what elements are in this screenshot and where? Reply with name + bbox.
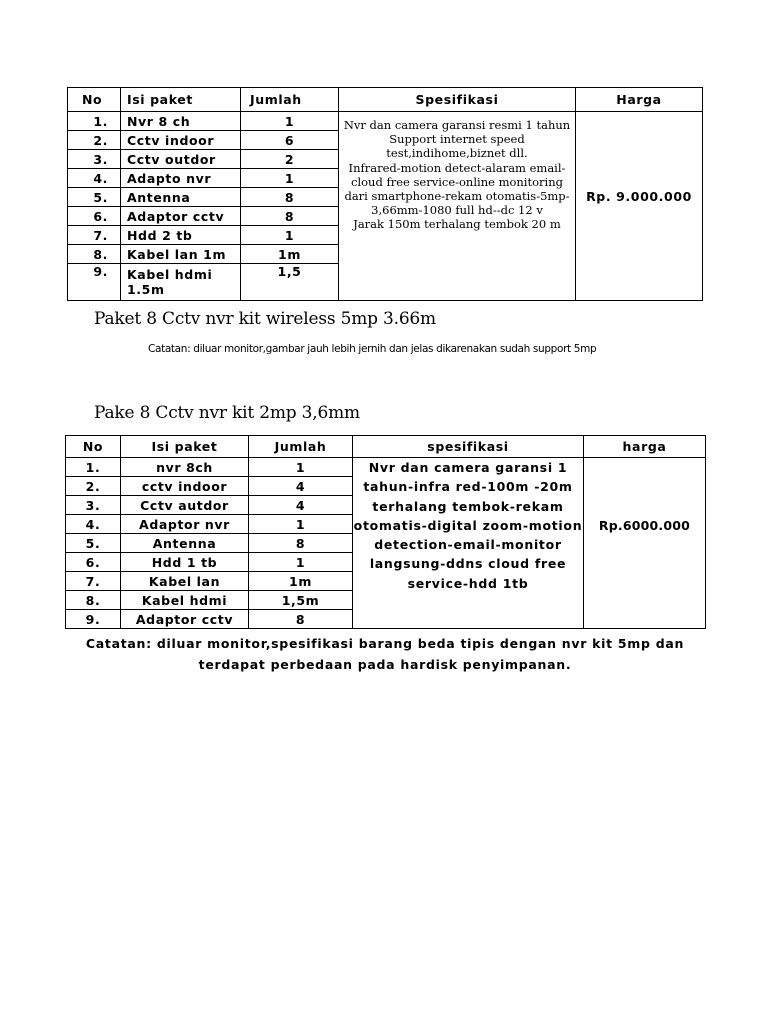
table-row [68,112,703,131]
table-header-row [68,88,703,112]
row-qty: 8 [249,534,353,553]
row-item: Hdd 1 tb [121,553,249,572]
row-item: Cctv outdor [121,150,241,169]
row-qty: 1m [249,572,353,591]
row-item: Adapto nvr [121,169,241,188]
row-qty: 1 [249,515,353,534]
spec-line: Jarak 150m terhalang tembok 20 m [353,217,561,232]
col-header-no: No [68,88,121,112]
spec-cell: Nvr dan camera garansi 1 tahun-infra red-100m -20m terhalang tembok-rekam otomatis-digital zoom-motion detection-email-monitor langsung-ddns cloud free service-hdd 1tb [353,458,584,629]
row-item: Kabel lan [121,572,249,591]
col-header-isi-paket: Isi paket [121,436,249,458]
row-no: 2. [68,131,121,150]
row-no: 7. [68,226,121,245]
col-header-harga: harga [584,436,706,458]
row-item: Kabel hdmi [121,591,249,610]
row-no: 2. [66,477,121,496]
spec-line: Support internet speed test,indihome,biznet dll. [386,132,528,161]
row-qty: 4 [249,496,353,515]
row-qty: 1 [249,553,353,572]
row-no: 9. [66,610,121,629]
table-header-row [66,436,706,458]
row-no: 6. [66,553,121,572]
row-item: Adaptor cctv [121,610,249,629]
row-qty: 1m [241,245,339,264]
row-item: Adaptor cctv [121,207,241,226]
row-no: 1. [66,458,121,477]
col-header-spesifikasi: spesifikasi [353,436,584,458]
row-qty: 1 [241,169,339,188]
row-item: Antenna [121,188,241,207]
row-qty: 1 [241,226,339,245]
row-qty: 1 [249,458,353,477]
row-item: Cctv indoor [121,131,241,150]
row-qty: 8 [241,188,339,207]
spec-line: Nvr dan camera garansi resmi 1 tahun [343,118,571,132]
row-qty: 1 [241,112,339,131]
row-item: Hdd 2 tb [121,226,241,245]
price-cell: Rp. 9.000.000 [576,112,703,301]
package-table-1 [67,87,703,301]
row-item: nvr 8ch [121,458,249,477]
row-no: 4. [66,515,121,534]
col-header-isi-paket: Isi paket [121,88,241,112]
row-no: 5. [68,188,121,207]
col-header-no: No [66,436,121,458]
col-header-spesifikasi: Spesifikasi [339,88,576,112]
col-header-harga: Harga [576,88,703,112]
row-item: cctv indoor [121,477,249,496]
row-no: 8. [66,591,121,610]
package-note-1: Catatan: diluar monitor,gambar jauh lebih jernih dan jelas dikarenakan sudah support 5mp [148,343,597,355]
row-no: 9. [68,264,121,301]
row-qty: 8 [241,207,339,226]
table-row [66,458,706,477]
row-item: Adaptor nvr [121,515,249,534]
row-item: Antenna [121,534,249,553]
row-item: Nvr 8 ch [121,112,241,131]
row-no: 4. [68,169,121,188]
spec-cell [339,112,576,301]
row-no: 1. [68,112,121,131]
row-qty: 1,5 [241,264,339,301]
row-qty: 8 [249,610,353,629]
package-table-2 [65,435,706,629]
row-no: 8. [68,245,121,264]
row-qty: 6 [241,131,339,150]
row-item: Cctv autdor [121,496,249,515]
package-title-1: Paket 8 Cctv nvr kit wireless 5mp 3.66m [94,309,436,329]
col-header-jumlah: Jumlah [241,88,339,112]
package-note-2: Catatan: diluar monitor,spesifikasi barang beda tipis dengan nvr kit 5mp dan terdapat perbedaan pada hardisk penyimpanan. [85,636,685,672]
spec-line: Infrared-motion detect-alaram email-cloud free service-online monitoring dari smartphone-rekam otomatis-5mp-3,66mm-1080 full hd--dc 12 v [344,160,570,218]
row-qty: 2 [241,150,339,169]
row-qty: 1,5m [249,591,353,610]
price-cell: Rp.6000.000 [584,458,706,629]
row-no: 6. [68,207,121,226]
row-no: 3. [66,496,121,515]
row-no: 3. [68,150,121,169]
row-no: 7. [66,572,121,591]
row-item: Kabel hdmi 1.5m [121,264,241,301]
row-no: 5. [66,534,121,553]
row-item: Kabel lan 1m [121,245,241,264]
package-title-2: Pake 8 Cctv nvr kit 2mp 3,6mm [94,403,360,423]
row-qty: 4 [249,477,353,496]
col-header-jumlah: Jumlah [249,436,353,458]
